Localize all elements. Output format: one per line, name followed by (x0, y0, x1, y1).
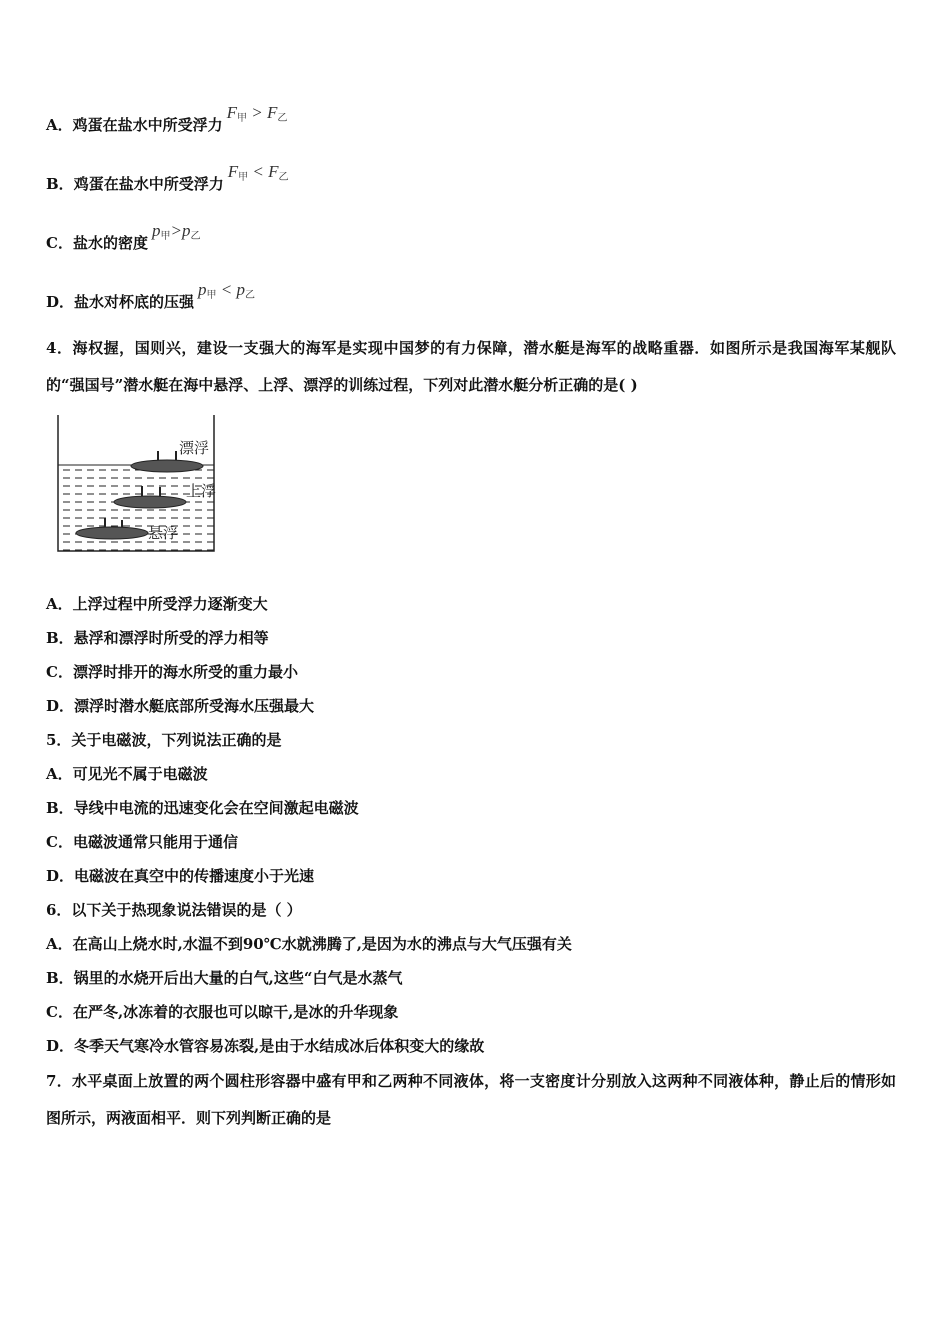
q6-option-a: A．在高山上烧水时,水温不到90℃水就沸腾了,是因为水的沸点与大气压强有关 (46, 935, 572, 953)
q7-stem: 7．水平桌面上放置的两个圆柱形容器中盛有甲和乙两种不同液体，将一支密度计分别放入这两种不同液体种，静止后的情形如图所示，两液面相平．则下列判断正确的是 (46, 1072, 896, 1127)
formula: $p_甲 < p_乙$ (198, 280, 256, 301)
submarine-figure (50, 410, 220, 555)
formula: $F_甲 < F_乙$ (227, 162, 289, 183)
q3-option-b (46, 162, 289, 200)
label-float: 漂浮 (179, 439, 210, 457)
q4-option-b: B．悬浮和漂浮时所受的浮力相等 (46, 629, 269, 647)
q4-stem: 4．海权握，国则兴，建设一支强大的海军是实现中国梦的有力保障，潜水艇是海军的战略重器．如图所示是我国海军某舰队的“强国号”潜水艇在海中悬浮、上浮、漂浮的训练过程，下列对此潜水艇分析正确的是( ) (46, 339, 896, 394)
option-label: D． (46, 293, 75, 311)
option-label: C． (46, 234, 73, 252)
option-text: 鸡蛋在盐水中所受浮力 (73, 175, 224, 193)
q6-option-c: C．在严冬,冰冻着的衣服也可以晾干,是冰的升华现象 (46, 1003, 399, 1021)
q5-option-b: B．导线中电流的迅速变化会在空间激起电磁波 (46, 799, 359, 817)
q6-option-b: B．锅里的水烧开后出大量的白气,这些“白气是水蒸气 (46, 969, 403, 987)
label-rise: 上浮 (186, 482, 217, 500)
q6-stem: 6．以下关于热现象说法错误的是（ ） (46, 901, 302, 919)
formula: $F_甲 > F_乙$ (226, 103, 288, 124)
q4-option-c: C．漂浮时排开的海水所受的重力最小 (46, 663, 298, 681)
option-text: 鸡蛋在盐水中所受浮力 (72, 116, 223, 134)
formula: $p_甲>p_乙$ (151, 221, 201, 242)
q4-option-d: D．漂浮时潜水艇底部所受海水压强最大 (46, 697, 315, 715)
q6-option-d: D．冬季天气寒冷水管容易冻裂,是由于水结成冰后体积变大的缘故 (46, 1037, 485, 1055)
option-text: 盐水的密度 (72, 234, 148, 252)
q3-option-a (46, 103, 288, 141)
q3-option-d (46, 280, 256, 318)
label-suspend: 悬浮 (148, 524, 179, 542)
option-text: 盐水对杯底的压强 (74, 293, 195, 311)
option-label: A． (46, 116, 73, 134)
option-label: B． (46, 175, 74, 193)
q5-option-a: A．可见光不属于电磁波 (46, 765, 208, 783)
q5-stem: 5．关于电磁波，下列说法正确的是 (46, 731, 282, 749)
q4-option-a: A．上浮过程中所受浮力逐渐变大 (46, 595, 268, 613)
q3-option-c (46, 221, 201, 259)
q5-option-c: C．电磁波通常只能用于通信 (46, 833, 238, 851)
q5-option-d: D．电磁波在真空中的传播速度小于光速 (46, 867, 315, 885)
